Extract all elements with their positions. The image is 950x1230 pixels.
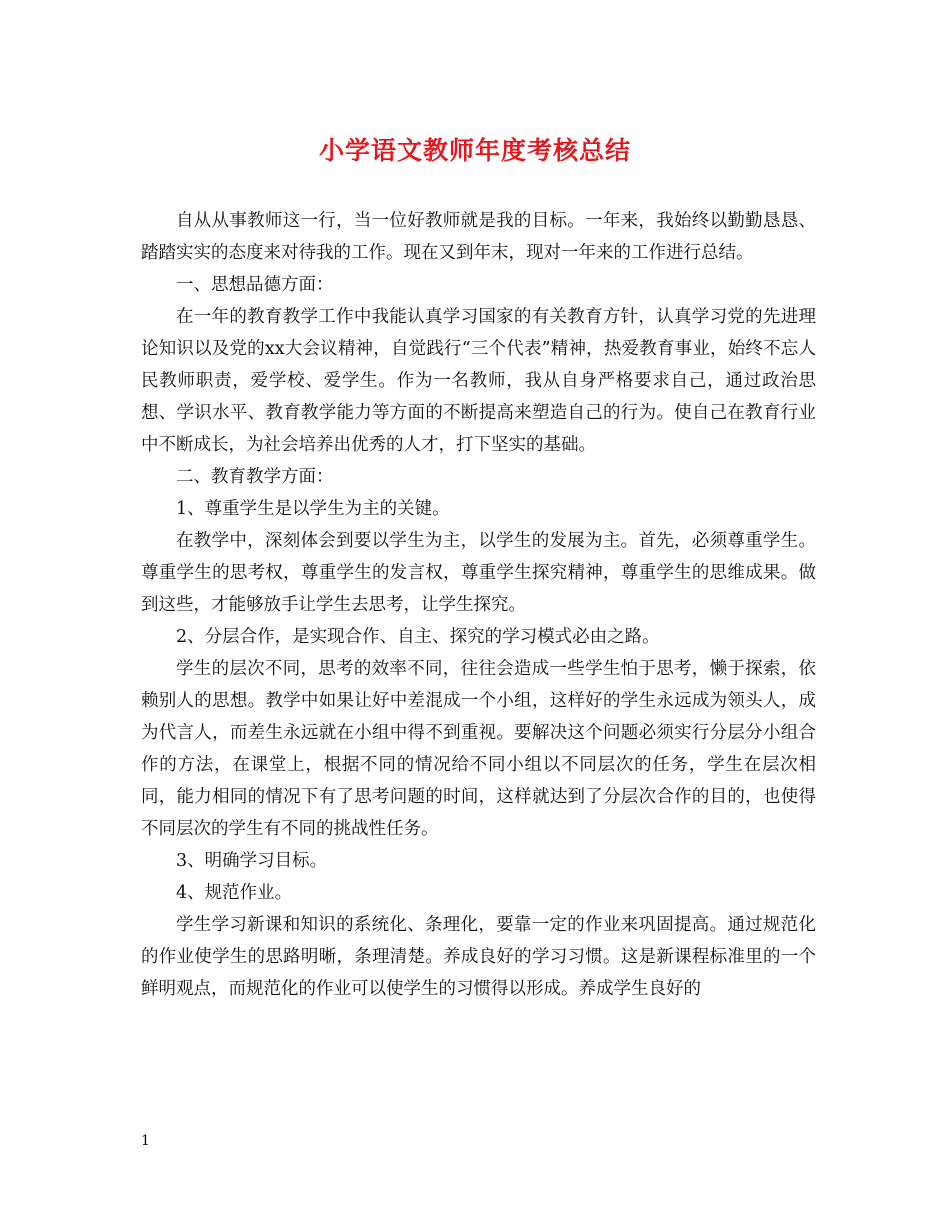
- paragraph-respect-students: 在教学中，深刻体会到要以学生为主，以学生的发展为主。首先，必须尊重学生。尊重学生的思考权，尊重学生的发言权，尊重学生探究精神，尊重学生的思维成果。做到这些，才能够放手让学生去思考，让学生探究。: [141, 531, 816, 615]
- paragraph-homework: 学生学习新课和知识的系统化、条理化，要靠一定的作业来巩固提高。通过规范化的作业使学生的思路明晰，条理清楚。养成良好的学习习惯。这是新课程标准里的一个鲜明观点，而规范化的作业可以使学生的习惯得以形成。养成学生良好的: [141, 915, 816, 999]
- document-body: [141, 205, 816, 1005]
- section-heading-teaching: 二、教育教学方面：: [176, 467, 334, 487]
- subheading-homework: 4、规范作业。: [176, 883, 293, 903]
- paragraph-layered-cooperation: 学生的层次不同，思考的效率不同，往往会造成一些学生怕于思考，懒于探索，依赖别人的思想。教学中如果让好中差混成一个小组，这样好的学生永远成为领头人，成为代言人，而差生永远就在小组中得不到重视。要解决这个问题必须实行分层分小组合作的方法，在课堂上，根据不同的情况给不同小组以不同层次的任务，学生在层次相同，能力相同的情况下有了思考问题的时间，这样就达到了分层次合作的目的，也使得不同层次的学生有不同的挑战性任务。: [141, 659, 816, 839]
- subheading-layered-cooperation: 2、分层合作，是实现合作、自主、探究的学习模式必由之路。: [176, 627, 660, 647]
- document-title: 小学语文教师年度考核总结: [318, 136, 631, 165]
- subheading-learning-goals: 3、明确学习目标。: [176, 851, 328, 871]
- paragraph-intro: 自从从事教师这一行，当一位好教师就是我的目标。一年来，我始终以勤勤恳恳、踏踏实实的态度来对待我的工作。现在又到年末，现对一年来的工作进行总结。: [141, 211, 816, 263]
- section-heading-ideology: 一、思想品德方面：: [176, 275, 334, 295]
- paragraph-ideology: 在一年的教育教学工作中我能认真学习国家的有关教育方针，认真学习党的先进理论知识以及党的xx大会议精神，自觉践行“三个代表”精神，热爱教育事业，始终不忘人民教师职责，爱学校、爱学生。作为一名教师，我从自身严格要求自己，通过政治思想、学识水平、教育教学能力等方面的不断提高来塑造自己的行为。使自己在教育行业中不断成长，为社会培养出优秀的人才，打下坚实的基础。: [141, 307, 816, 455]
- page-number: 1: [141, 1133, 150, 1149]
- subheading-respect-students: 1、尊重学生是以学生为主的关键。: [176, 499, 450, 519]
